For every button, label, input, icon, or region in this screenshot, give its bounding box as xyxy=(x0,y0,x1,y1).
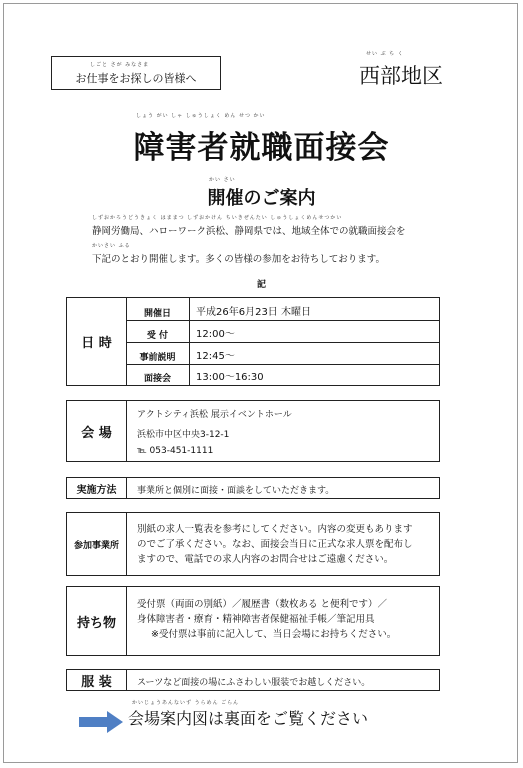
notice-box xyxy=(51,56,221,90)
dress-header: 服 装 xyxy=(67,670,127,690)
participation-line: ますので、電話での求人内容のお問合せはご遠慮ください。 xyxy=(137,554,394,565)
flyer-page xyxy=(3,3,518,763)
participation-header: 参加事業所 xyxy=(67,513,127,575)
arrow-right-icon xyxy=(79,711,123,733)
bring-line: ※受付票は事前に記入して、当日会場にお持ちください。 xyxy=(151,629,397,640)
notice-ruby: しごと さが みなさま xyxy=(90,62,150,68)
dress-table xyxy=(66,669,440,691)
schedule-table xyxy=(66,297,440,386)
district-ruby: せい ぶ ち く xyxy=(366,51,404,57)
subtitle-ruby: かい さい xyxy=(209,177,236,183)
bring-text xyxy=(137,597,433,642)
bring-header: 持ち物 xyxy=(67,587,127,655)
intro xyxy=(92,211,452,267)
intro-ruby-1: しずおかろうどうきょく はままつ しずおかけん ちいきぜんたい しゅうしょくめんせつかい xyxy=(92,215,343,221)
method-header: 実施方法 xyxy=(67,478,127,498)
intro-line-1: 静岡労働局、ハローワーク浜松、静岡県では、地域全体での就職面接会を xyxy=(92,226,406,237)
schedule-row-date xyxy=(126,298,439,321)
method-text: 事業所と個別に面接・面談をしていただきます。 xyxy=(137,486,335,496)
schedule-label: 面接会 xyxy=(126,364,190,385)
schedule-value: 13:00～16:30 xyxy=(196,372,264,383)
method-table xyxy=(66,477,440,499)
schedule-row-interview xyxy=(126,364,439,385)
participation-line: 別紙の求人一覧表を参考にしてください。内容の変更もあります xyxy=(137,524,413,535)
ki-label: 記 xyxy=(256,280,266,290)
schedule-label: 開催日 xyxy=(126,298,190,320)
schedule-value: 12:45～ xyxy=(196,351,235,362)
venue-address: 浜松市中区中央3-12-1 xyxy=(137,430,230,440)
title-ruby: しょう がい しゃ しゅうしょく めん せつ かい xyxy=(136,113,266,119)
venue-table xyxy=(66,400,440,462)
schedule-row-reception xyxy=(126,320,439,343)
participation-text xyxy=(137,522,433,567)
phone-icon: ℡ xyxy=(137,446,147,456)
participation-line: のでご了承ください。なお、面接会当日に正式な求人票を配布し xyxy=(137,539,413,550)
page-title: 障害者就職面接会 xyxy=(133,130,390,166)
venue-name: アクトシティ浜松 展示イベントホール xyxy=(137,410,292,420)
schedule-value: 12:00～ xyxy=(196,329,235,340)
schedule-row-briefing xyxy=(126,342,439,365)
schedule-value: 平成26年6月23日 木曜日 xyxy=(196,307,311,318)
footer-text: 会場案内図は裏面をご覧ください xyxy=(128,709,369,728)
bring-line: 受付票（両面の別紙）／履歴書（数枚ある と便利です）／ xyxy=(137,599,388,610)
bring-line: 身体障害者・療育・精神障害者保健福祉手帳／筆記用具 xyxy=(137,614,375,625)
venue-tel xyxy=(137,446,213,456)
venue-tel-number: 053-451-1111 xyxy=(149,446,214,456)
page-subtitle: 開催のご案内 xyxy=(207,188,316,209)
participation-table xyxy=(66,512,440,576)
dress-text: スーツなど面接の場にふさわしい服装でお越しください。 xyxy=(137,678,371,688)
venue-header: 会 場 xyxy=(67,401,127,461)
schedule-header: 日 時 xyxy=(67,298,127,385)
intro-ruby-2: かいさい ふる xyxy=(92,243,131,249)
footer-ruby: かいじょうあんないず うらめん ごらん xyxy=(132,700,240,706)
district-label: 西部地区 xyxy=(359,64,443,88)
schedule-label: 受 付 xyxy=(126,320,190,342)
bring-table xyxy=(66,586,440,656)
intro-line-2: 下記のとおり開催します。多くの皆様の参加をお待ちしております。 xyxy=(92,254,385,265)
notice-text: お仕事をお探しの皆様へ xyxy=(75,72,197,85)
schedule-label: 事前説明 xyxy=(126,342,190,364)
